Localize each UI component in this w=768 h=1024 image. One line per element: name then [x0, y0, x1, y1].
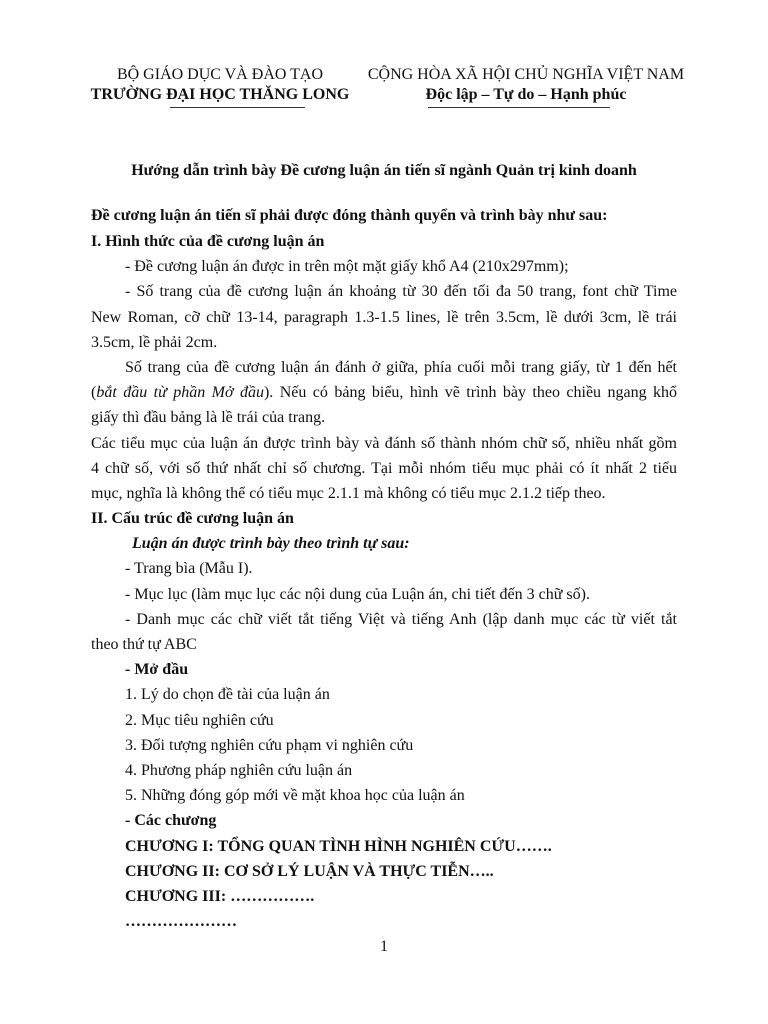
structure-item-continuation: theo thứ tự ABC — [91, 636, 197, 653]
intro-statement: Đề cương luận án tiến sĩ phải được đóng thành quyển và trình bày như sau: — [91, 207, 608, 224]
section1-line: giấy thì đầu bảng là lề trái của trang. — [91, 409, 326, 427]
chapter-title: CHƯƠNG III: ……………. — [125, 887, 315, 905]
section2-heading: II. Cấu trúc đề cương luận án — [91, 510, 294, 528]
mo-dau-item: 4. Phương pháp nghiên cứu luận án — [125, 761, 353, 779]
mo-dau-heading: - Mở đầu — [125, 661, 189, 679]
country-name: CỘNG HÒA XÃ HỘI CHỦ NGHĨA VIỆT NAM — [367, 66, 685, 83]
structure-item: - Mục lục (làm mục lục các nội dung của Luận án, chi tiết đến 3 chữ số). — [125, 585, 590, 603]
section1-line: - Số trang của đề cương luận án khoảng từ 30 đến tối đa 50 trang, font chữ Time — [125, 283, 677, 301]
mo-dau-item: 5. Những đóng góp mới về mặt khoa học của luận án — [125, 787, 465, 805]
section1-line: 4 chữ số, với số thứ nhất chỉ số chương. Tại mỗi nhóm tiểu mục phải có ít nhất 2 tiểu — [91, 459, 677, 477]
section1-line: mục, nghĩa là không thể có tiểu mục 2.1.1 mà không có tiểu mục 2.1.2 tiếp theo. — [91, 484, 606, 502]
section1-line: 3.5cm, lề phải 2cm. — [91, 333, 218, 351]
national-motto: Độc lập – Tự do – Hạnh phúc — [425, 86, 627, 103]
mo-dau-item: 1. Lý do chọn đề tài của luận án — [125, 686, 330, 704]
header-national — [356, 65, 696, 105]
structure-item: - Danh mục các chữ viết tắt tiếng Việt và tiếng Anh (lập danh mục các từ viết tắt — [125, 610, 677, 628]
chapter-title: CHƯƠNG II: CƠ SỞ LÝ LUẬN VÀ THỰC TIỄN….. — [125, 862, 494, 880]
document-body — [91, 229, 677, 934]
chapter-title: CHƯƠNG I: TỔNG QUAN TÌNH HÌNH NGHIÊN CỨU……. — [125, 837, 552, 855]
section1-line-mixed — [91, 380, 677, 405]
section2-subheading: Luận án được trình bày theo trình tự sau: — [132, 535, 410, 553]
header-right-underline — [428, 107, 610, 108]
header-left-underline — [170, 107, 305, 108]
mo-dau-item: 3. Đối tượng nghiên cứu phạm vi nghiên cứu — [125, 736, 414, 754]
header-ministry — [68, 65, 372, 105]
section1-heading: I. Hình thức của đề cương luận án — [91, 233, 325, 250]
chapter-title: ………………… — [125, 913, 237, 931]
section1-line: New Roman, cỡ chữ 13-14, paragraph 1.3-1.5 lines, lề trên 3.5cm, lề dưới 3cm, lề trái — [91, 308, 677, 326]
chapters-heading: - Các chương — [125, 812, 217, 830]
ministry-name: BỘ GIÁO DỤC VÀ ĐÀO TẠO — [116, 66, 324, 83]
structure-item: - Trang bìa (Mẫu I). — [125, 560, 253, 578]
page-number: 1 — [380, 938, 388, 955]
line-continuation: ). Nếu có bảng biểu, hình vẽ trình bày theo chiều ngang khổ — [263, 384, 678, 402]
section1-line: - Đề cương luận án được in trên một mặt giấy khổ A4 (210x297mm); — [125, 258, 569, 276]
university-name: TRƯỜNG ĐẠI HỌC THĂNG LONG — [90, 86, 350, 103]
open-paren: ( — [91, 384, 97, 402]
mo-dau-item: 2. Mục tiêu nghiên cứu — [125, 711, 274, 729]
section1-line: Số trang của đề cương luận án đánh ở giữa, phía cuối mỗi trang giấy, từ 1 đến hết — [125, 358, 677, 376]
italic-note: bắt đầu từ phần Mở đầu — [96, 384, 264, 402]
document-title: Hướng dẫn trình bày Đề cương luận án tiến sĩ ngành Quản trị kinh doanh — [131, 162, 637, 179]
section1-line: Các tiểu mục của luận án được trình bày và đánh số thành nhóm chữ số, nhiều nhất gồm — [91, 434, 677, 452]
